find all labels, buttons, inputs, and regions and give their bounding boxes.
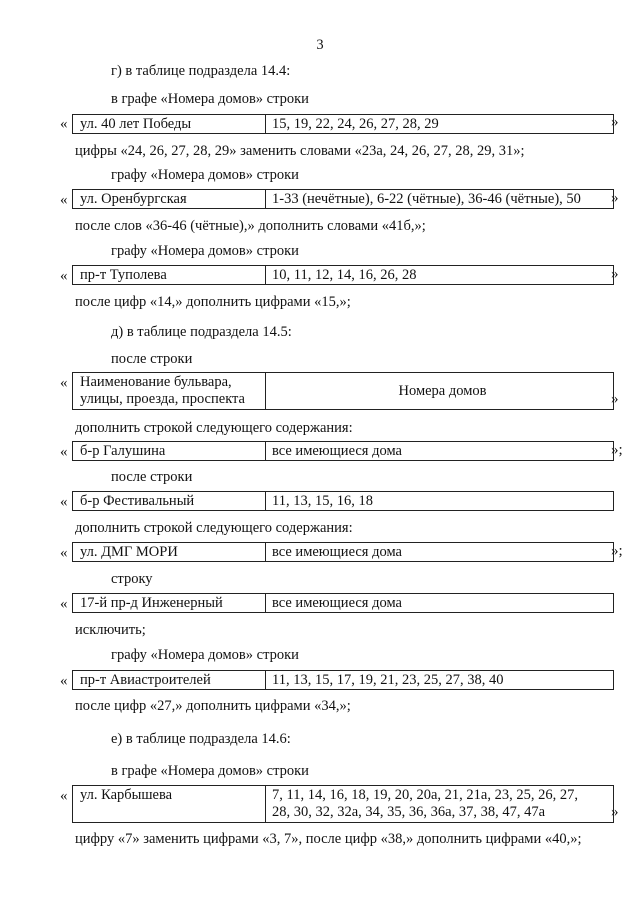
table-block	[60, 441, 623, 461]
paragraph: дополнить строкой следующего содержания:	[75, 420, 353, 436]
paragraph: в графе «Номера домов» строки	[111, 763, 309, 779]
table-block	[60, 542, 623, 562]
street-cell: ул. ДМГ МОРИ	[73, 543, 266, 561]
paragraph: исключить;	[75, 622, 146, 638]
paragraph: после цифр «27,» дополнить цифрами «34,»;	[75, 698, 351, 714]
table-row	[72, 491, 614, 511]
close-quote: »	[611, 391, 619, 407]
paragraph-e: е) в таблице подраздела 14.6:	[111, 731, 291, 747]
paragraph: графу «Номера домов» строки	[111, 243, 299, 259]
open-quote: «	[60, 494, 68, 510]
paragraph: после слов «36-46 (чётные),» дополнить словами «41б,»;	[75, 218, 426, 234]
open-quote: «	[60, 673, 68, 689]
close-quote: »	[611, 266, 619, 282]
street-cell: ул. Оренбургская	[73, 190, 266, 208]
paragraph: после цифр «14,» дополнить цифрами «15,»;	[75, 294, 351, 310]
paragraph: цифру «7» заменить цифрами «3, 7», после цифр «38,» дополнить цифрами «40,»;	[75, 831, 582, 847]
table-row	[72, 670, 614, 690]
street-cell: б-р Галушина	[73, 442, 266, 460]
table-block	[60, 372, 620, 410]
paragraph: дополнить строкой следующего содержания:	[75, 520, 353, 536]
open-quote: «	[60, 268, 68, 284]
table-block	[60, 491, 620, 511]
paragraph: графу «Номера домов» строки	[111, 647, 299, 663]
open-quote: «	[60, 788, 68, 804]
table-block	[60, 114, 620, 134]
houses-cell: все имеющиеся дома	[272, 595, 402, 611]
houses-header-cell: Номера домов	[398, 383, 487, 399]
close-quote: »	[611, 190, 619, 206]
table-block	[60, 189, 620, 209]
close-quote: »;	[611, 543, 623, 559]
houses-cell: все имеющиеся дома	[272, 443, 402, 459]
paragraph-d: д) в таблице подраздела 14.5:	[111, 324, 292, 340]
street-cell: пр-т Авиастроителей	[73, 671, 266, 689]
table-row	[72, 785, 614, 823]
table-block	[60, 265, 620, 285]
open-quote: «	[60, 545, 68, 561]
close-quote: »;	[611, 442, 623, 458]
paragraph: графу «Номера домов» строки	[111, 167, 299, 183]
houses-cell: 10, 11, 12, 14, 16, 26, 28	[272, 267, 417, 283]
table-block	[60, 593, 620, 613]
street-cell: пр-т Туполева	[73, 266, 266, 284]
paragraph: строку	[111, 571, 153, 587]
houses-cell: все имеющиеся дома	[272, 544, 402, 560]
paragraph: в графе «Номера домов» строки	[111, 91, 309, 107]
table-block	[60, 785, 620, 823]
table-row	[72, 114, 614, 134]
close-quote: »	[611, 804, 619, 820]
street-cell: б-р Фестивальный	[73, 492, 266, 510]
open-quote: «	[60, 444, 68, 460]
table-row	[72, 593, 614, 613]
street-cell: 17-й пр-д Инженерный	[73, 594, 266, 612]
street-cell: ул. Карбышева	[73, 786, 266, 822]
table-row	[72, 542, 614, 562]
paragraph-g: г) в таблице подраздела 14.4:	[111, 63, 291, 79]
close-quote: »	[611, 114, 619, 130]
houses-cell: 15, 19, 22, 24, 26, 27, 28, 29	[272, 116, 439, 132]
houses-cell: 7, 11, 14, 16, 18, 19, 20, 20а, 21, 21а, 23, 25, 26, 27, 28, 30, 32, 32а, 34, 35, 36, 36а, 37, 38, 47, 47а	[272, 787, 578, 820]
open-quote: «	[60, 596, 68, 612]
street-header-cell: Наименование бульвара, улицы, проезда, проспекта	[73, 373, 266, 409]
table-row	[72, 441, 614, 461]
table-header-row	[72, 372, 614, 410]
open-quote: «	[60, 116, 68, 132]
table-row	[72, 265, 614, 285]
table-block	[60, 670, 620, 690]
houses-cell: 1-33 (нечётные), 6-22 (чётные), 36-46 (чётные), 50	[272, 191, 581, 207]
page-number: 3	[316, 37, 324, 53]
houses-cell: 11, 13, 15, 17, 19, 21, 23, 25, 27, 38, 40	[272, 672, 504, 688]
paragraph: цифры «24, 26, 27, 28, 29» заменить словами «23а, 24, 26, 27, 28, 29, 31»;	[75, 143, 525, 159]
paragraph: после строки	[111, 469, 193, 485]
table-row	[72, 189, 614, 209]
paragraph: после строки	[111, 351, 193, 367]
open-quote: «	[60, 375, 68, 391]
open-quote: «	[60, 192, 68, 208]
street-cell: ул. 40 лет Победы	[73, 115, 266, 133]
houses-cell: 11, 13, 15, 16, 18	[272, 493, 373, 509]
